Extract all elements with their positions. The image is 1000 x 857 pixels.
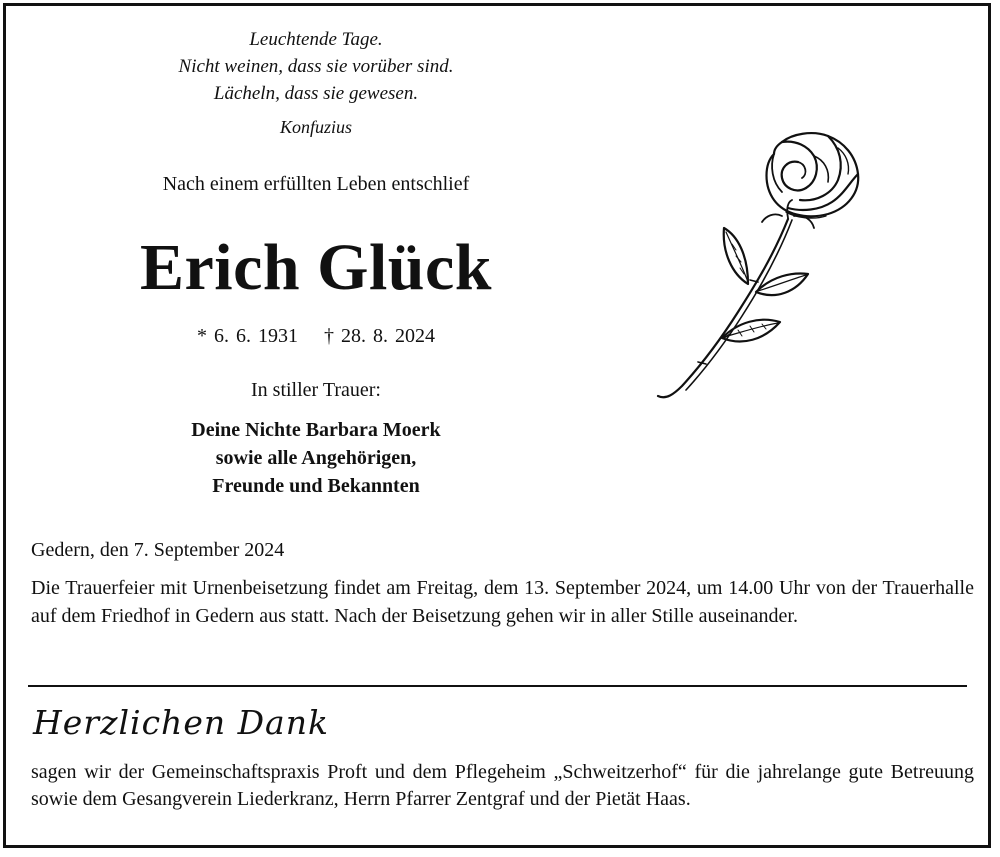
section-divider [28,685,967,687]
quote-author: Konfuzius [279,117,353,137]
deceased-name: Erich Glück [139,231,493,304]
intro-text: Nach einem erfüllten Leben entschlief [162,173,470,195]
quote-block [66,26,566,141]
service-info: Die Trauerfeier mit Urnenbeisetzung findet am Freitag, dem 13. September 2024, um 14.00 Uhr von der Trauerhalle auf dem Friedhof in Gedern aus statt. Nach der Beisetzung gehen wir in aller Stille auseinander. [31,577,974,627]
quote-line: Leuchtende Tage. [249,29,383,50]
mourner-line: Freunde und Bekannten [212,475,420,497]
mourners-list [66,416,566,500]
thanks-text: sagen wir der Gemeinschaftspraxis Proft und dem Pflegeheim „Schweitzerhof“ für die jahrelange gute Betreuung sowie dem Gesangverein Liederkranz, Herrn Pfarrer Zentgraf und der Pietät Haas. [31,761,974,810]
quote-line: Nicht weinen, dass sie vorüber sind. [178,56,454,77]
rose-icon [646,124,876,409]
death-date: † 28. 8. 2024 [324,325,435,347]
mourning-label: In stiller Trauer: [251,379,381,401]
life-dates [66,325,566,348]
quote-line: Lächeln, dass sie gewesen. [213,83,419,104]
obituary-frame [3,3,991,848]
birth-date: * 6. 6. 1931 [197,325,298,347]
mourner-line: sowie alle Angehörigen, [215,447,417,469]
thanks-title: Herzlichen Dank [33,703,329,742]
place-date: Gedern, den 7. September 2024 [31,539,285,561]
mourner-line: Deine Nichte Barbara Moerk [191,419,441,441]
